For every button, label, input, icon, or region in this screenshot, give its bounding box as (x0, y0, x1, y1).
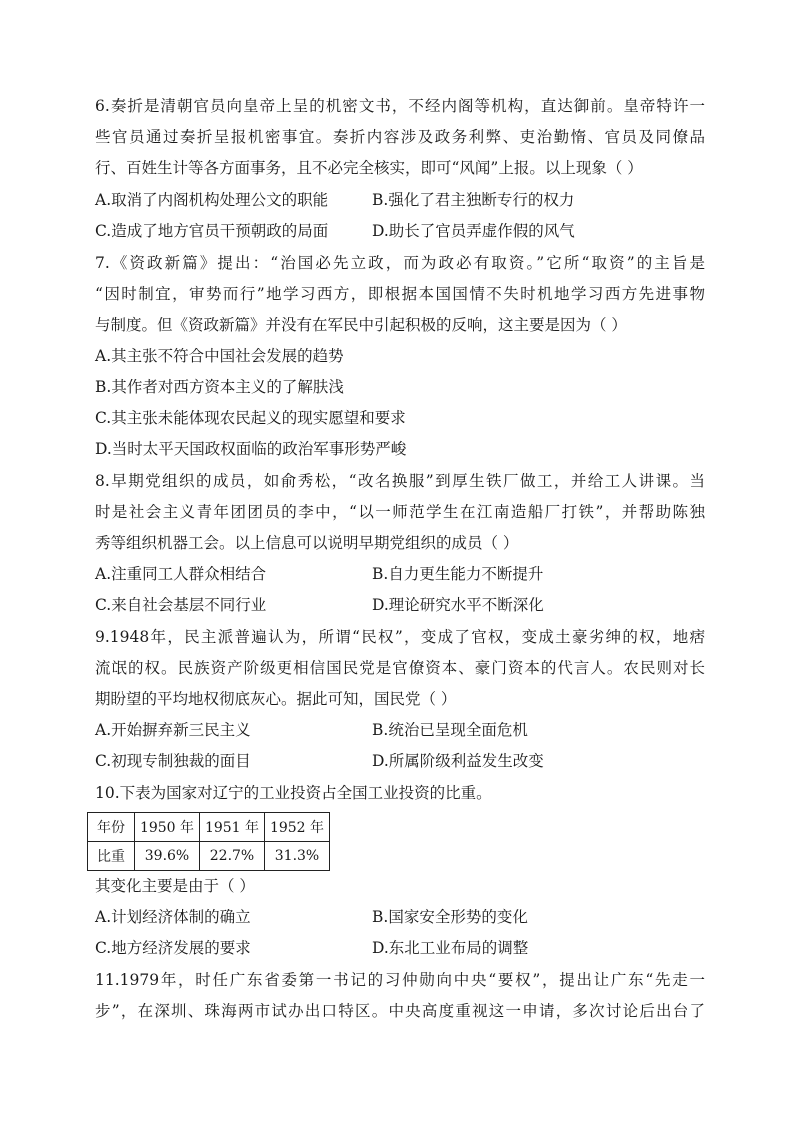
q7-line-1: 7.《资政新篇》提出：“治国必先立政，而为政必有取资。”它所“取资”的主旨是 (95, 254, 705, 272)
q8-option-c[interactable]: C.来自社会基层不同行业 (95, 596, 267, 614)
q8-option-a[interactable]: A.注重同工人群众相结合 (95, 565, 267, 583)
q7-line-2: “因时制宜，审势而行”地学习西方，即根据本国国情不失时机地学习西方先进事物 (95, 285, 705, 303)
q6-line-3: 行、百姓生计等各方面事务，且不必完全核实，即可“风闻”上报。以上现象（ ） (95, 159, 643, 177)
table-cell: 39.6% (135, 842, 200, 871)
q7-option-a[interactable]: A.其主张不符合中国社会发展的趋势 (95, 347, 344, 365)
q10-option-c[interactable]: C.地方经济发展的要求 (95, 939, 251, 957)
table-row (88, 842, 330, 871)
q7-option-c[interactable]: C.其主张未能体现农民起义的现实愿望和要求 (95, 409, 406, 427)
q6-option-b[interactable]: B.强化了君主独断专行的权力 (372, 191, 575, 209)
q10-option-a[interactable]: A.计划经济体制的确立 (95, 908, 251, 926)
industrial-investment-table (87, 812, 330, 871)
q10-intro: 10.下表为国家对辽宁的工业投资占全国工业投资的比重。 (95, 784, 492, 802)
q6-line-2: 些官员通过奏折呈报机密事宜。奏折内容涉及政务利弊、吏治勤惰、官员及同僚品 (95, 128, 705, 146)
q9-option-c[interactable]: C.初现专制独裁的面目 (95, 752, 251, 770)
q9-line-3: 期盼望的平均地权彻底灰心。据此可知，国民党（ ） (95, 690, 457, 708)
q9-option-d[interactable]: D.所属阶级利益发生改变 (372, 752, 544, 770)
table-cell: 31.3% (265, 842, 330, 871)
q8-line-1: 8.早期党组织的成员，如俞秀松，“改名换服”到厚生铁厂做工，并给工人讲课。当 (95, 472, 705, 490)
q6-line-1: 6.奏折是清朝官员向皇帝上呈的机密文书，不经内阁等机构，直达御前。皇帝特许一 (95, 97, 705, 115)
q9-line-2: 流氓的权。民族资产阶级更相信国民党是官僚资本、豪门资本的代言人。农民则对长 (95, 659, 705, 677)
q10-stem: 其变化主要是由于（ ） (95, 877, 255, 895)
table-cell: 22.7% (200, 842, 265, 871)
q10-option-d[interactable]: D.东北工业布局的调整 (372, 939, 529, 957)
q11-line-1: 11.1979年，时任广东省委第一书记的习仲勋向中央“要权”，提出让广东“先走一 (95, 971, 705, 989)
q8-line-3: 秀等组织机器工会。以上信息可以说明早期党组织的成员（ ） (95, 534, 519, 552)
q9-line-1: 9.1948年，民主派普遍认为，所谓“民权”，变成了官权，变成土豪劣绅的权，地痞 (95, 628, 705, 646)
q8-option-d[interactable]: D.理论研究水平不断深化 (372, 596, 544, 614)
q6-option-c[interactable]: C.造成了地方官员干预朝政的局面 (95, 222, 329, 240)
table-header-cell: 1951 年 (200, 813, 265, 842)
q9-option-a[interactable]: A.开始摒弃新三民主义 (95, 721, 251, 739)
q10-option-b[interactable]: B.国家安全形势的变化 (372, 908, 528, 926)
table-header-row (88, 813, 330, 842)
q7-line-3: 与制度。但《资政新篇》并没有在军民中引起积极的反响，这主要是因为（ ） (95, 316, 627, 334)
q9-option-b[interactable]: B.统治已呈现全面危机 (372, 721, 528, 739)
q8-option-b[interactable]: B.自力更生能力不断提升 (372, 565, 544, 583)
table-header-cell: 年份 (88, 813, 135, 842)
table-cell: 比重 (88, 842, 135, 871)
q7-option-b[interactable]: B.其作者对西方资本主义的了解肤浅 (95, 378, 344, 396)
q6-option-a[interactable]: A.取消了内阁机构处理公文的职能 (95, 191, 329, 209)
q6-option-d[interactable]: D.助长了官员弄虚作假的风气 (372, 222, 575, 240)
q7-option-d[interactable]: D.当时太平天国政权面临的政治军事形势严峻 (95, 440, 407, 458)
q11-line-2: 步”，在深圳、珠海两市试办出口特区。中央高度重视这一申请，多次讨论后出台了 (95, 1002, 705, 1020)
table-header-cell: 1952 年 (265, 813, 330, 842)
q8-line-2: 时是社会主义青年团团员的李中，“以一师范学生在江南造船厂打铁”，并帮助陈独 (95, 503, 705, 521)
table-header-cell: 1950 年 (135, 813, 200, 842)
